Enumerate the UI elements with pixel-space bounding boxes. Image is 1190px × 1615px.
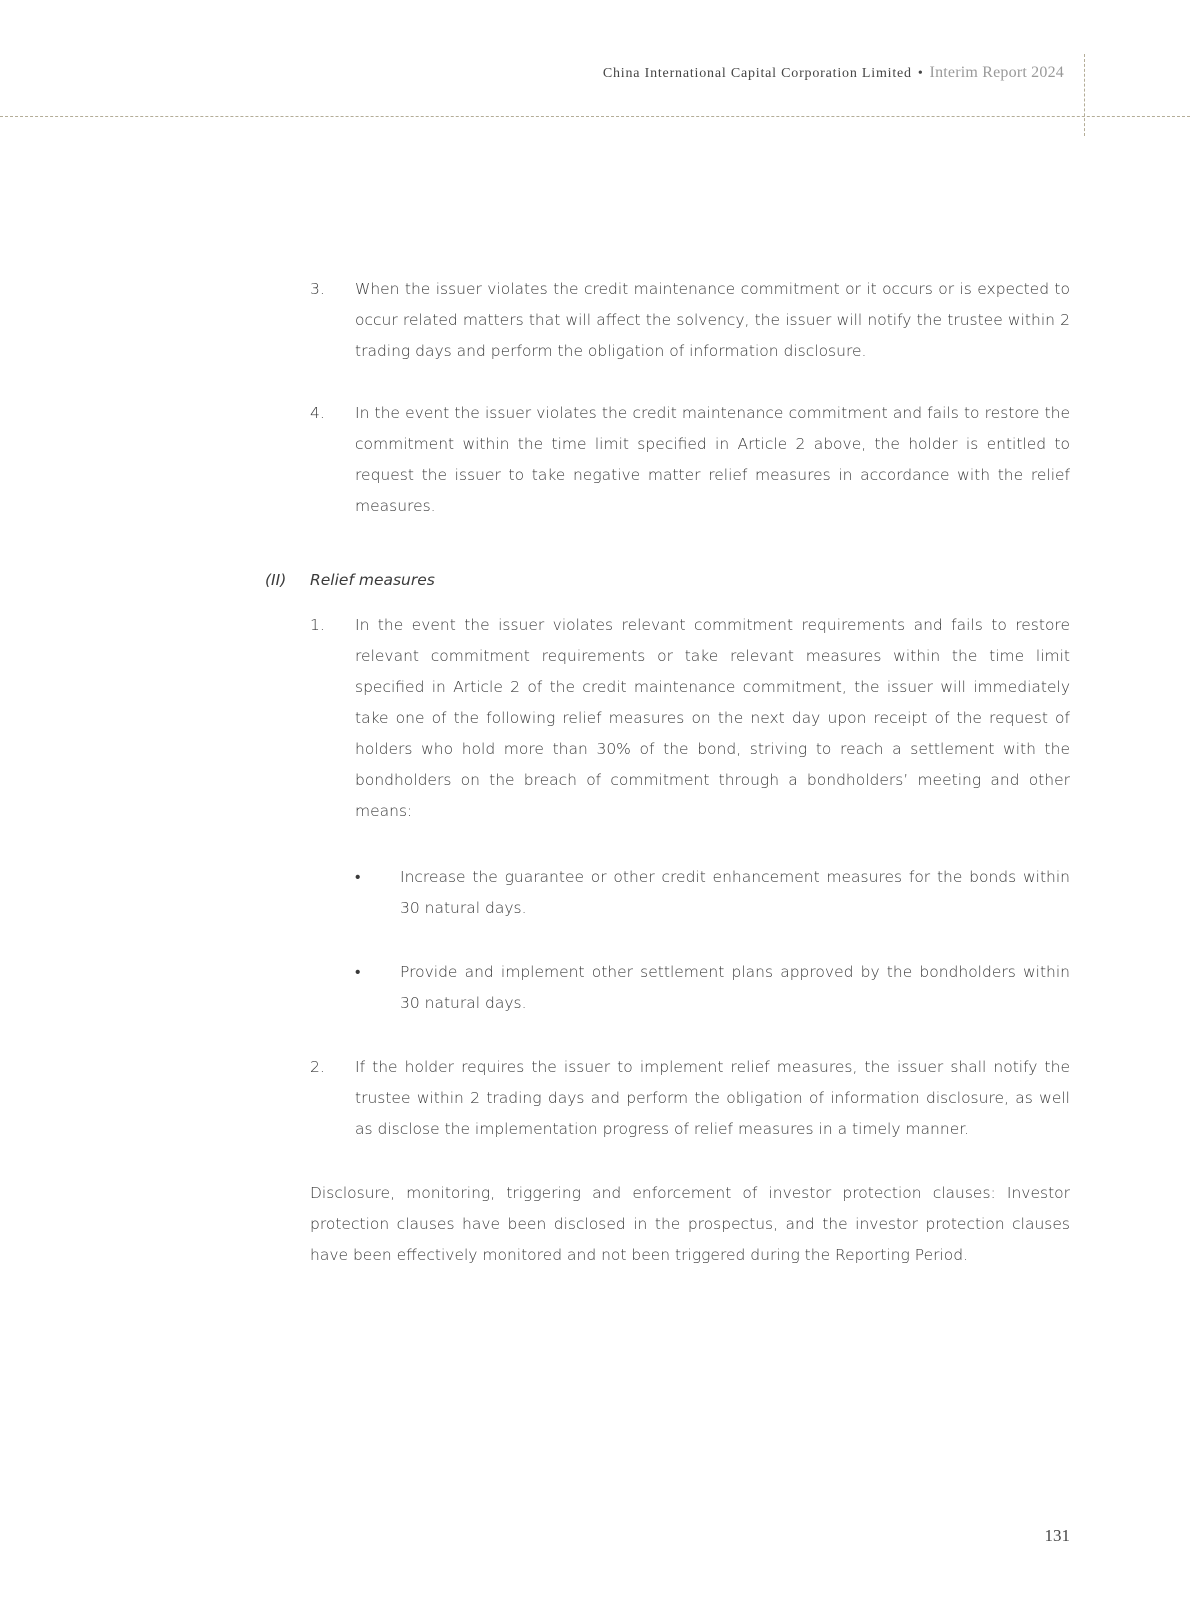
item-number: 1.	[310, 616, 325, 634]
item-text: When the issuer violates the credit maintenance commitment or it occurs or is expected to occur related matters that will affect the solvency, the issuer will notify the trustee within 2 trading days and perform the obligation of information disclosure.	[355, 280, 1070, 360]
item-text: In the event the issuer violates relevant commitment requirements and fails to restore relevant commitment requirements or take relevant measures within the time limit specified in Article 2 of the credit maintenance commitment, the issuer will immediately take one of the following relief measures on the next day upon receipt of the request of holders who hold more than 30% of the bond, striving to reach a settlement with the bondholders on the breach of commitment through a bondholders’ meeting and other means:	[355, 616, 1070, 820]
item-text: If the holder requires the issuer to implement relief measures, the issuer shall notify the trustee within 2 trading days and perform the obligation of information disclosure, as well as disclose the implementation progress of relief measures in a timely manner.	[355, 1058, 1070, 1138]
bullet-item	[355, 862, 1070, 924]
bullet-text: Provide and implement other settlement plans approved by the bondholders within 30 natural days.	[400, 963, 1070, 1012]
bullet-icon: •	[355, 868, 361, 886]
section-heading	[265, 565, 435, 596]
item-text: In the event the issuer violates the credit maintenance commitment and fails to restore the commitment within the time limit specified in Article 2 above, the holder is entitled to request the issuer to take negative matter relief measures in accordance with the relief measures.	[355, 404, 1070, 515]
item-number: 2.	[310, 1058, 325, 1076]
section-number: (II)	[265, 571, 287, 589]
header-separator: •	[917, 66, 924, 81]
list-item	[310, 1052, 1070, 1145]
closing-paragraph: Disclosure, monitoring, triggering and enforcement of investor protection clauses: Investor protection clauses have been disclosed in the prospectus, and the investor protection clauses have been effectively monitored and not been triggered during the Reporting Period.	[310, 1184, 1070, 1264]
list-item	[310, 274, 1070, 367]
item-number: 3.	[310, 280, 325, 298]
bullet-text: Increase the guarantee or other credit enhancement measures for the bonds within 30 natural days.	[400, 868, 1070, 917]
item-number: 4.	[310, 404, 325, 422]
running-header	[603, 64, 1064, 82]
list-item	[310, 398, 1070, 522]
bullet-icon: •	[355, 963, 361, 981]
list-item	[310, 610, 1070, 827]
company-name: China International Capital Corporation Limited	[602, 66, 912, 81]
report-title: Interim Report 2024	[929, 64, 1064, 81]
header-vertical-rule	[1084, 54, 1085, 136]
section-title: Relief measures	[310, 571, 435, 589]
header-divider	[0, 116, 1190, 117]
page-number: 131	[1044, 1526, 1070, 1545]
bullet-item	[355, 957, 1070, 1019]
